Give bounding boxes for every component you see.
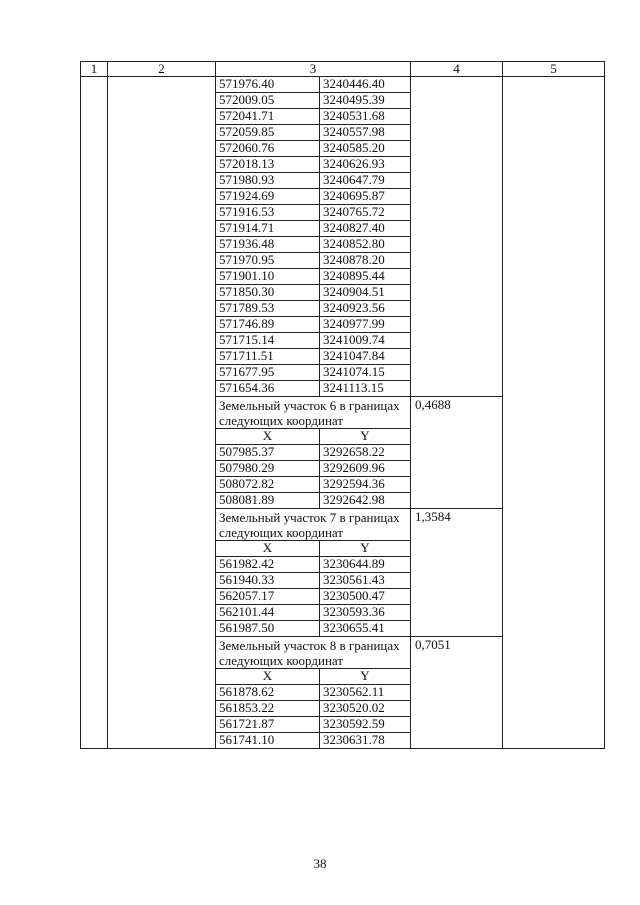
y-cell: 3230655.41 xyxy=(320,621,411,637)
x-cell: 571789.53 xyxy=(216,301,320,317)
x-cell: 571980.93 xyxy=(216,173,320,189)
y-cell: 3241113.15 xyxy=(320,381,411,397)
y-cell: 3241047.84 xyxy=(320,349,411,365)
y-cell: 3240531.68 xyxy=(320,109,411,125)
plot-area: 1,3584 xyxy=(411,509,503,637)
y-cell: 3240878.20 xyxy=(320,253,411,269)
x-cell: 561741.10 xyxy=(216,733,320,749)
x-cell: 571850.30 xyxy=(216,285,320,301)
x-cell: 561878.62 xyxy=(216,685,320,701)
col4-empty xyxy=(411,77,503,397)
header-col-3: 3 xyxy=(216,62,411,77)
x-cell: 561853.22 xyxy=(216,701,320,717)
page-number: 38 xyxy=(313,856,327,871)
col5-empty xyxy=(503,77,605,749)
x-header: X xyxy=(216,429,320,445)
x-cell: 571677.95 xyxy=(216,365,320,381)
y-cell: 3240446.40 xyxy=(320,77,411,93)
x-cell: 561982.42 xyxy=(216,557,320,573)
y-cell: 3292658.22 xyxy=(320,445,411,461)
header-col-5: 5 xyxy=(503,62,605,77)
y-cell: 3240647.79 xyxy=(320,173,411,189)
header-col-2: 2 xyxy=(108,62,216,77)
y-cell: 3230562.11 xyxy=(320,685,411,701)
y-cell: 3230631.78 xyxy=(320,733,411,749)
y-cell: 3241009.74 xyxy=(320,333,411,349)
x-cell: 572041.71 xyxy=(216,109,320,125)
x-cell: 562057.17 xyxy=(216,589,320,605)
x-cell: 572009.05 xyxy=(216,93,320,109)
x-cell: 571916.53 xyxy=(216,205,320,221)
plot-area: 0,7051 xyxy=(411,637,503,749)
x-cell: 571924.69 xyxy=(216,189,320,205)
x-cell: 508072.82 xyxy=(216,477,320,493)
x-header: X xyxy=(216,541,320,557)
y-cell: 3240765.72 xyxy=(320,205,411,221)
x-cell: 572059.85 xyxy=(216,125,320,141)
plot-title: Земельный участок 8 в границах следующих координат xyxy=(216,637,411,669)
y-header: Y xyxy=(320,429,411,445)
x-cell: 508081.89 xyxy=(216,493,320,509)
y-cell: 3240852.80 xyxy=(320,237,411,253)
y-cell: 3230644.89 xyxy=(320,557,411,573)
coord-row xyxy=(81,77,605,93)
col2-empty xyxy=(108,77,216,749)
y-header: Y xyxy=(320,669,411,685)
x-header: X xyxy=(216,669,320,685)
x-cell: 507980.29 xyxy=(216,461,320,477)
y-cell: 3241074.15 xyxy=(320,365,411,381)
x-cell: 571976.40 xyxy=(216,77,320,93)
x-cell: 571970.95 xyxy=(216,253,320,269)
plot-area: 0,4688 xyxy=(411,397,503,509)
header-row xyxy=(81,62,605,77)
y-cell: 3240895.44 xyxy=(320,269,411,285)
y-header: Y xyxy=(320,541,411,557)
y-cell: 3240904.51 xyxy=(320,285,411,301)
coordinates-table xyxy=(80,61,605,749)
y-cell: 3230592.59 xyxy=(320,717,411,733)
y-cell: 3240827.40 xyxy=(320,221,411,237)
col1-empty xyxy=(81,77,108,749)
plot-title: Земельный участок 7 в границах следующих координат xyxy=(216,509,411,541)
x-cell: 571914.71 xyxy=(216,221,320,237)
x-cell: 571711.51 xyxy=(216,349,320,365)
y-cell: 3230520.02 xyxy=(320,701,411,717)
header-col-1: 1 xyxy=(81,62,108,77)
y-cell: 3240977.99 xyxy=(320,317,411,333)
x-cell: 571746.89 xyxy=(216,317,320,333)
y-cell: 3292642.98 xyxy=(320,493,411,509)
x-cell: 571901.10 xyxy=(216,269,320,285)
x-cell: 561987.50 xyxy=(216,621,320,637)
coordinates-table-body xyxy=(81,62,605,749)
y-cell: 3240557.98 xyxy=(320,125,411,141)
y-cell: 3230593.36 xyxy=(320,605,411,621)
x-cell: 507985.37 xyxy=(216,445,320,461)
y-cell: 3240695.87 xyxy=(320,189,411,205)
x-cell: 571715.14 xyxy=(216,333,320,349)
y-cell: 3292594.36 xyxy=(320,477,411,493)
x-cell: 572018.13 xyxy=(216,157,320,173)
x-cell: 561940.33 xyxy=(216,573,320,589)
x-cell: 561721.87 xyxy=(216,717,320,733)
x-cell: 562101.44 xyxy=(216,605,320,621)
y-cell: 3292609.96 xyxy=(320,461,411,477)
y-cell: 3240923.56 xyxy=(320,301,411,317)
x-cell: 571654.36 xyxy=(216,381,320,397)
x-cell: 571936.48 xyxy=(216,237,320,253)
y-cell: 3240626.93 xyxy=(320,157,411,173)
y-cell: 3230500.47 xyxy=(320,589,411,605)
y-cell: 3240585.20 xyxy=(320,141,411,157)
header-col-4: 4 xyxy=(411,62,503,77)
y-cell: 3240495.39 xyxy=(320,93,411,109)
x-cell: 572060.76 xyxy=(216,141,320,157)
y-cell: 3230561.43 xyxy=(320,573,411,589)
plot-title: Земельный участок 6 в границах следующих координат xyxy=(216,397,411,429)
